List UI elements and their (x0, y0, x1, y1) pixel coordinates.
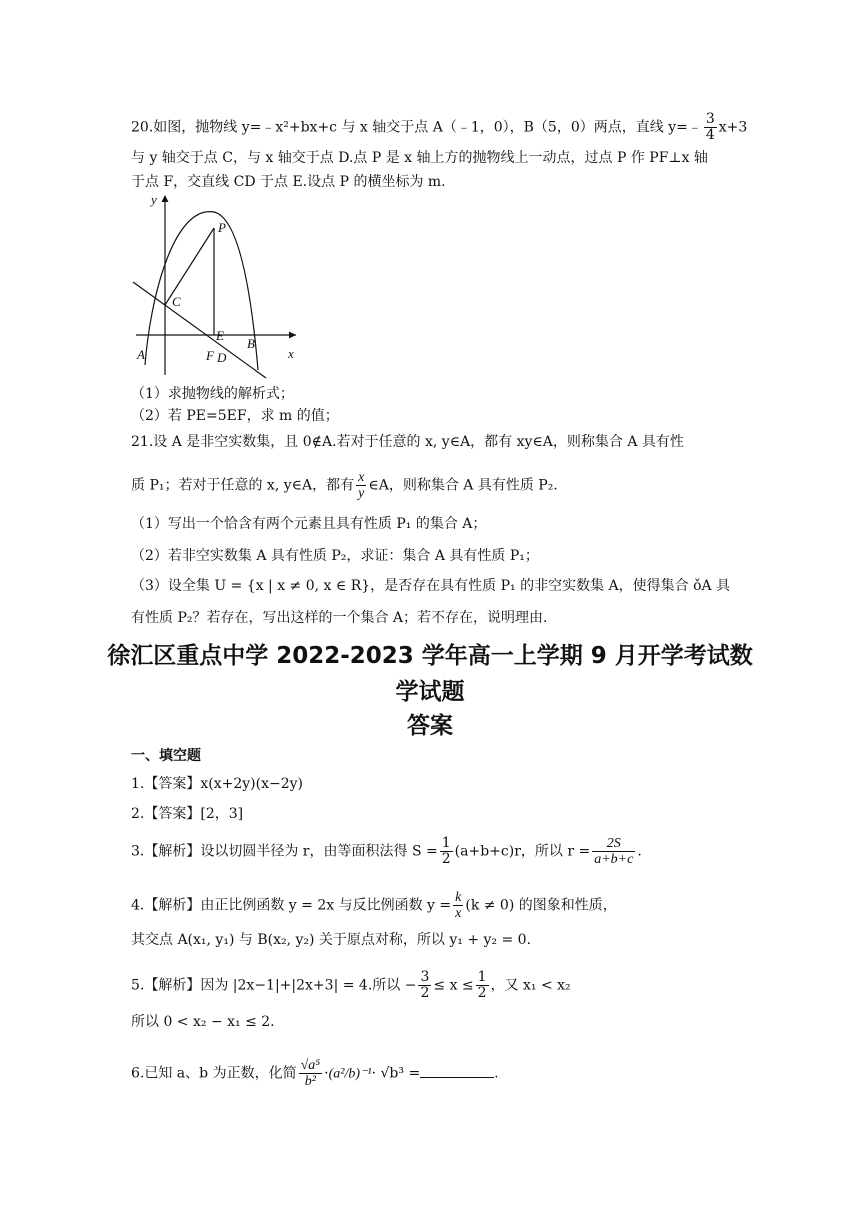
answer-1: 1.【答案】x(x+2y)(x−2y) (131, 776, 303, 792)
a5-text-b: ≤ x ≤ (433, 977, 474, 994)
line-cd (133, 282, 266, 378)
q21-sub3-tail: A 具 (701, 578, 731, 594)
a3-half (440, 836, 453, 867)
a3-text-b: (a+b+c)r，所以 r = (454, 843, 591, 860)
a5-frac2-num: 1 (477, 969, 487, 985)
q21-line2 (131, 470, 558, 501)
a4-text-a: 4.【解析】由正比例函数 y = 2x 与反比例函数 y = (131, 897, 452, 914)
answer-5 (131, 970, 571, 1001)
q20-sub1: （1）求抛物线的解析式； (131, 386, 294, 402)
label-a: A (137, 347, 145, 362)
answer-4-line2: 其交点 A(x₁, y₁) 与 B(x₂, y₂) 关于原点对称，所以 y₁ + y₂ = 0. (131, 932, 532, 948)
label-b: B (247, 336, 255, 351)
q21-sub3 (131, 576, 730, 596)
parabola-figure (128, 190, 308, 380)
q21-frac-num: x (358, 470, 365, 485)
a5-frac2 (476, 970, 489, 1001)
label-p: P (218, 220, 226, 235)
a3-text-a: 3.【解析】设以切圆半径为 r，由等面积法得 S = (131, 843, 438, 860)
exam-title-line1: 徐汇区重点中学 2022-2023 学年高一上学期 9 月开学考试数 (107, 643, 753, 669)
a5-frac2-den: 2 (477, 985, 487, 1001)
answer-2: 2.【答案】[2，3] (131, 806, 244, 822)
q21-sub4: 有性质 P₂？若存在，写出这样的一个集合 A；若不存在，说明理由. (131, 610, 548, 626)
q20-line2: 与 y 轴交于点 C，与 x 轴交于点 D.点 P 是 x 轴上方的抛物线上一动点，过点 P 作 PF⊥x 轴 (131, 150, 708, 166)
a5-frac1 (418, 970, 431, 1001)
q6-dot: · (324, 1065, 329, 1082)
x-axis-arrow (289, 332, 296, 339)
a3-half-den: 2 (441, 851, 451, 867)
a4-frac-den: x (455, 906, 462, 921)
section-heading: 一、填空题 (131, 748, 201, 764)
q20-line1 (131, 112, 747, 143)
a3-fraction (592, 836, 635, 867)
a3-half-num: 1 (441, 835, 451, 851)
q21-frac-den: y (358, 486, 365, 501)
q21-line1: 21.设 A 是非空实数集，且 0∉A.若对于任意的 x, y∈A，都有 xy∈A，则称集合 A 具有性 (131, 434, 684, 450)
label-f: F (206, 348, 214, 363)
q21-text-b: ∈A，则称集合 A 具有性质 P₂. (368, 477, 558, 494)
q21-sub1: （1）写出一个恰含有两个元素且具有性质 P₁ 的集合 A； (131, 516, 487, 532)
a4-frac-num: k (455, 890, 462, 905)
q21-fraction (356, 470, 366, 501)
label-c: C (172, 294, 181, 309)
answer-4 (131, 890, 617, 921)
a4-text-b: (k ≠ 0) 的图象和性质， (465, 897, 617, 914)
answer-blank[interactable] (420, 1063, 494, 1078)
q20-text-b: x+3 (718, 119, 748, 136)
q20-line3: 于点 F，交直线 CD 于点 E.设点 P 的横坐标为 m. (131, 174, 446, 190)
parabola-curve (145, 212, 258, 370)
exam-title-line2: 学试题 (395, 679, 465, 705)
q6-text-b: · √b³ = (371, 1065, 421, 1082)
q21-sub3-text: （3）设全集 U = {x | x ≠ 0, x ∈ R}，是否存在具有性质 P₁ 的非空实数集 A，使得集合 ǒ (131, 578, 702, 594)
q21-sub2: （2）若非空实数集 A 具有性质 P₂，求证：集合 A 具有性质 P₁； (131, 548, 539, 564)
q20-frac-den: 4 (705, 127, 715, 143)
q20-frac-num: 3 (705, 111, 715, 127)
a3-text-c: . (637, 843, 642, 860)
q20-text-a: 20.如图，抛物线 y=﹣x²+bx+c 与 x 轴交于点 A（﹣1，0），B（5，0）两点，直线 y=﹣ (131, 119, 702, 136)
label-y: y (151, 192, 157, 207)
q6-fraction (299, 1058, 323, 1089)
label-x: x (288, 346, 294, 361)
question-6 (131, 1058, 499, 1089)
q6-paren: (a²/b)⁻¹ (328, 1066, 372, 1082)
label-d: D (217, 350, 227, 365)
q6-frac-den: b² (304, 1074, 316, 1089)
answer-3 (131, 836, 642, 867)
q6-end: . (494, 1065, 499, 1082)
a5-text-a: 5.【解析】因为 |2x−1|+|2x+3| = 4.所以 − (131, 977, 417, 994)
label-e: E (216, 328, 224, 343)
q6-text-a: 6.已知 a、b 为正数，化简 (131, 1065, 297, 1082)
q20-sub2: （2）若 PE=5EF，求 m 的值； (131, 408, 339, 424)
a5-text-c: ，又 x₁ < x₂ (490, 977, 571, 994)
a4-fraction (453, 890, 463, 921)
q21-text-a: 质 P₁；若对于任意的 x, y∈A，都有 (131, 477, 355, 494)
y-axis-arrow (162, 195, 169, 202)
answer-5-line2: 所以 0 < x₂ − x₁ ≤ 2. (131, 1014, 275, 1030)
a5-frac1-den: 2 (420, 985, 430, 1001)
answer-heading: 答案 (407, 713, 453, 739)
q20-fraction (704, 112, 717, 143)
a3-frac-den: a+b+c (594, 852, 634, 867)
q6-frac-num: √a⁵ (300, 1058, 321, 1073)
a3-frac-num: 2S (592, 836, 635, 852)
a5-frac1-num: 3 (420, 969, 430, 985)
